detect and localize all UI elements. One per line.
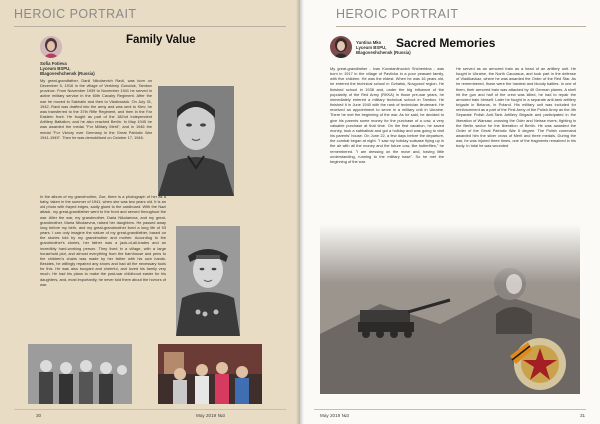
family-photo-color: [158, 344, 262, 404]
article-title: Family Value: [126, 34, 196, 46]
footer-divider: [14, 409, 286, 410]
author-avatar: [330, 36, 352, 58]
section-header: HEROIC PORTRAIT: [14, 7, 137, 21]
author-city: Blagoveshchensk (Russia): [356, 50, 411, 56]
author-school: Lyceum BSPU,: [356, 45, 387, 51]
section-header: HEROIC PORTRAIT: [336, 7, 459, 21]
article-column-2: In the album of my grandmother, Zoe, there is a photograph of her as a baby, taken in the summer of 1941, when she was two years old. It is an old photo with frayed edges, sadly glued to the cardboard. With the Nazi attack, my great-grandfather went to the front and served throughout the war. After the war, my grandmother, Daria Nikolaevna, and my great-grandmother, Maria Nikolaevna, raised her daughters. He passed away long before my birth, and my great-grandmother lived a long life of 93 years. I can only imagine the nature of my great-grandfather, based on the stories told by my grandmother and mother. According to the grandmother's stories, her father was a jack-of-all-trades and an incredibly hard-working person. They lived in a village, with a large household plot, and almost everything from the barnhouse and pens to the children's chairs was made by her father with his own hands. Besides, he willingly repaired any shoes and had all the necessary tools for this. He was also buoyant and cheerful, and loved his family very much. He had his plans to make the post-war childhood easier for his daughters, and, most importantly, he never told them about the horrors of war.: [40, 194, 166, 287]
author-city: Blagoveshchensk (Russia): [40, 71, 95, 77]
author-name: Sofia Fotieva: [40, 61, 67, 66]
footer-divider: [314, 409, 586, 410]
war-memorial-collage: [300, 214, 600, 410]
article-column-1: My great-grandfather - Ivan Konstantinovich Shcherbina - was born in 1917 in the village of Pavlivka in a poor peasant family, with five children. He was the eldest. When he was 16 years old, he entered the technical school in Gzhatsk, Novgorod region. He finished school in 1938 and, under the big influence of the popularity of the Red Army (RKKA) in those pre-war years, he immediately entered a military technical school in Tambov. He finished it in June 1940 with the rank of technician lieutenant. He received an appointment to serve in a military unit in Ukraine. There he met the beginning of the war. As he said, he decided to give his parents some money for the purchase of a cow, a very valuable purchase at that time. On the first vacation, he saved money, took a sabbatical and got a holiday and was going to visit his parents' house. On June 22, a few days before the departure, the combat began at night. "I saw my holiday suitcase flying up in the air with all the money and the future cow, like butterflies," he remembered. "I am dressing on the move and, having little understanding, running to the military base". So he met the beginning of the war.: [330, 66, 444, 164]
article-column-2: He served as an armored train as a head of an artillery unit. He fought in Ukraine, the North Caucasus, and took part in the defense of Vladikavkaz, where he was awarded the Order of the Red Star. As he remembered, those were the hardest and bloody battles. In one of them, their armored train was attacked by 40 German planes. A shell hit the gun and half of the crew was killed, he had to repair the armored train himself. Later he fought in a separate anti-tank artillery brigade in Belarus, in Poland. His military unit was included for reinforcement as a part of the First Army of the Polish Army as the 4th Separate Polish Anti-Tank Artillery Brigade and participated in the liberation of Warsaw, crossing the Oder and Neisse rivers, fighting in the Berlin sector for the liberation of Berlin. He was awarded the Order of the Great Patriotic War II degree. The Polish command awarded him the silver cross of Merit and three medals. During the war, he was injured three times, one of the fragments remained in his body. In total he was wounded: [456, 66, 576, 149]
issue-label: May 2019 №3: [320, 413, 349, 418]
author-school: Lyceum BSPU,: [40, 66, 71, 72]
author-avatar: [40, 36, 62, 58]
page-number: 31: [580, 413, 586, 418]
page-number: 30: [36, 413, 42, 418]
portrait-photo-officer: [176, 226, 240, 336]
spine-fold-shadow: [296, 0, 304, 424]
header-divider: [14, 26, 286, 27]
portrait-photo-soldier: [158, 86, 234, 196]
issue-label: May 2019 №3: [196, 413, 225, 418]
author-byline: [40, 61, 95, 77]
author-name: Yuntina Mko: [356, 40, 382, 45]
right-page: [300, 0, 600, 424]
article-title: Sacred Memories: [396, 36, 496, 50]
header-divider: [336, 26, 586, 27]
family-photo-bw: [28, 344, 132, 404]
article-column-1: My great-grandfather, Danil Nikolaevich Ravil, was born on December 5, 1916 in the village of Verkhniy Gorodok, Tambov province. From November 1939 to November 1941 he served in active military service in the 60th Cavalry Regiment. After the war he moved to Sakhalin and then to Vladivostok. On July 31, 1942, Ravil was drafted into the army and was sent to Kiev; he was transferred to the 37th Rifle Regiment, and then in the Far Eastern front. He fought as part of the 182nd Independent Artillery Battalion, and he also reached Berlin. In May 1945 he was awarded the medal "For Military Merit", and in 1946 the medal "For Victory over Germany in the Great Patriotic War 1941-1945". Then he was demobilised on October 17, 1946.: [40, 78, 152, 140]
